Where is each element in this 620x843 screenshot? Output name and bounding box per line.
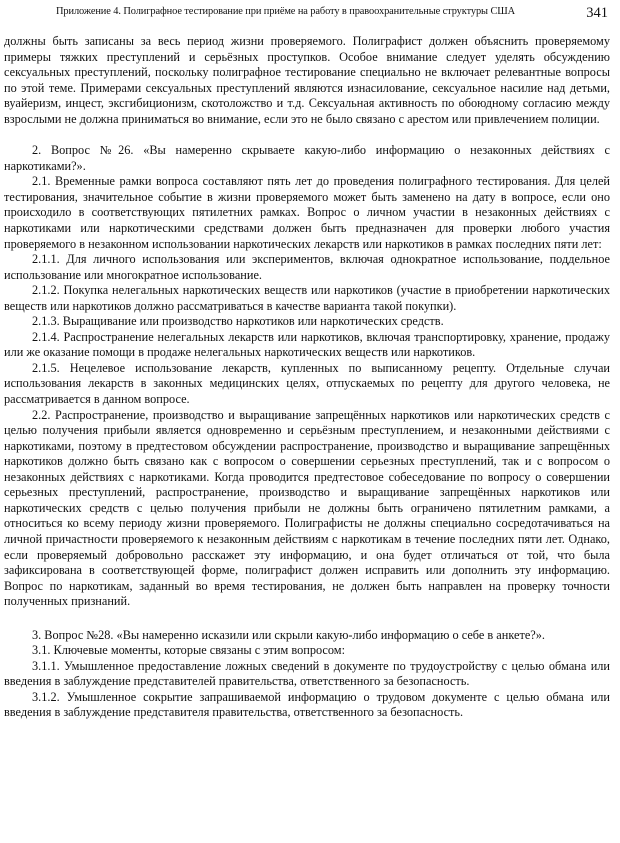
running-header (0, 6, 620, 22)
paragraph-3-1: 3.1. Ключевые моменты, которые связаны с этим вопросом: (32, 643, 345, 658)
header-title: Приложение 4. Полиграфное тестирование при приёме на работу в правоохранительные структуры США (56, 6, 516, 17)
paragraph-3-1-2: 3.1.2. Умышленное сокрытие запрашиваемой информацию о трудовом документе с целью обмана или введения в заблуждение представителя правительства, ответственного за безопасность. (4, 689, 610, 720)
paragraph-2-1: 2.1. Временные рамки вопроса составляют пять лет до проведения полиграфного тестирования. Для целей тестирования, значительное событие в жизни проверяемого может быть заменено на дату в вопросе, если оно происходило в соответствующих пятилетних рамках. Вопрос о личном участии в незаконных действиях с наркотиками или наркотическими средствами должен быть предназначен для проверки любого участия проверяемого в незаконном использовании наркотических лекарств или наркотиков в рамках последних пяти лет: (4, 174, 610, 251)
document-body (4, 34, 610, 721)
paragraph-2-1-3: 2.1.3. Выращивание или производство наркотиков или наркотических средств. (32, 314, 444, 329)
paragraph-2-1-5: 2.1.5. Нецелевое использование лекарств, купленных по выписанному рецепту. Отдельные случаи использования лекарств в законных медицинских целях, отпускаемых по рецепту для другого человека, не рассматривается в данном вопросе. (4, 360, 610, 407)
paragraph-2-2: 2.2. Распространение, производство и выращивание запрещённых наркотиков или наркотических средств с целью получения прибыли является одновременно и серьёзным преступлением, и незаконными действиями с наркотиками, поэтому в предтестовом обсуждении распространение, производство и выращивание запрещённых наркотиков должно быть связано как с вопросом о совершении серьезных преступлений, так и с вопросом о незаконных действиях с наркотиками. Когда проводится предтестовое собеседование по вопросу о совершении серьезных преступлений, распространение, производство и выращивание запрещённых наркотиков или наркотических средств с целью получения прибыли не должны быть ограничено пятилетним рамками, а относиться ко всему периоду жизни проверяемого. Полиграфисты не должны специально сосредотачиваться на личной причастности проверяемого к незаконным действиям с наркотикам в течение последних пяти лет. Однако, если проверяемый добровольно расскажет эту информацию, и она будет отличаться от той, что была зафиксирована в соответствующей форме, полиграфист должен исправить или дополнить эту информацию. Вопрос по наркотикам, заданный во время тестирования, не должен быть направлен на проверку точности полученных признаний. (4, 407, 610, 609)
page-number: 341 (586, 5, 608, 21)
paragraph-question-26: 2. Вопрос №26. «Вы намеренно скрываете какую-либо информацию о незаконных действиях с наркотиками?». (4, 143, 610, 173)
paragraph-2-1-1: 2.1.1. Для личного использования или экспериментов, включая однократное использование, поддельное использование или многократное использование. (4, 252, 610, 282)
paragraph-continuation: должны быть записаны за весь период жизни проверяемого. Полиграфист должен объяснить проверяемому примеры тяжких преступлений и серьёзных проступков. Особое внимание следует уделять обсуждению сексуальных преступлений, поскольку полиграфное тестирование специально не включает релевантные вопросы по этой теме. Примерами сексуальных преступлений являются изнасилование, сексуальное насилие над детьми, вуайеризм, инцест, эксгибиционизм, скотоложство и т.д. Сексуальная активность по обоюдному согласию между взрослыми не должна приниматься во внимание, если это не было связано с арестом или привлечением полиции. (4, 34, 610, 126)
paragraph-2-1-2: 2.1.2. Покупка нелегальных наркотических веществ или наркотиков (участие в приобретении наркотических веществ или наркотиков должно рассматриваться в качестве варианта такой покупки). (4, 283, 610, 313)
paragraph-question-28: 3. Вопрос №28. «Вы намеренно исказили или скрыли какую-либо информацию о себе в анкете?». (32, 627, 545, 642)
paragraph-3-1-1: 3.1.1. Умышленное предоставление ложных сведений в документе по трудоустройству с целью обмана или введения в заблуждение представителей правительства, ответственного за безопасность. (4, 658, 610, 689)
paragraph-2-1-4: 2.1.4. Распространение нелегальных лекарств или наркотиков, включая транспортировку, хранение, продажу или же оказание помощи в продаже нелегальных наркотических веществ или наркотиков. (4, 329, 610, 360)
